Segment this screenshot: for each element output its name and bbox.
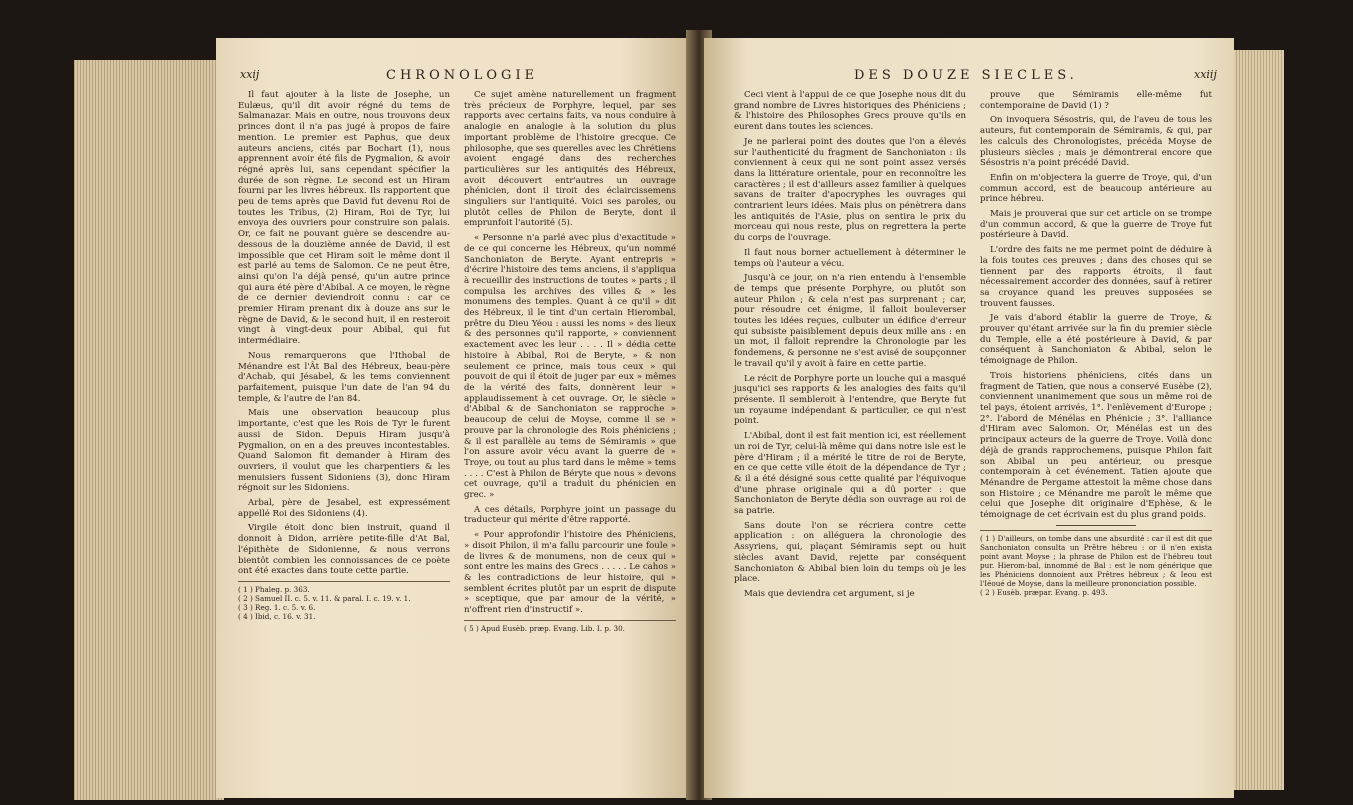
right-running-head: DES DOUZE SIECLES. [854, 68, 1078, 83]
paragraph: A ces détails, Porphyre joint un passage du traducteur qui mérite d'être rapporté. [464, 504, 676, 526]
paragraph: Je ne parlerai point des doutes que l'on a élevés sur l'authenticité du fragment de Sanchoniaton : ils conviennent à ceux qui ne sont point assez versés dans la littérature orientale, pour en reconnoître les caractères ; il est d'ailleurs assez familier à quelques savans de traiter d'apocryphes les ouvrages qui contrarient leurs idées. Mais plus on pénètrera dans les antiquités de l'Asie, plus on sentira le prix du morceau qui nous reste, plus on regrettera la perte du corps de l'ouvrage. [734, 136, 966, 244]
right-column-2 [980, 90, 1212, 597]
right-col2-footnotes [980, 530, 1212, 597]
paragraph: L'Abibal, dont il est fait mention ici, est réellement un roi de Tyr, celui-là même qui dans notre isle est le père d'Hiram ; il a mérité le titre de roi de Beryte, en ce que cette ville étoit de la dépendance de Tyr ; & il a été désigné sous cette qualité par l'équivoque d'une phrase originale qui a dû porter : que Sanchoniaton de Beryte dédia son ouvrage au roi de sa patrie. [734, 431, 966, 517]
paragraph: Arbal, père de Jesabel, est expressément appellé Roi des Sidoniens (4). [238, 498, 450, 519]
footnote: ( 3 ) Reg. 1. c. 5. v. 6. [238, 602, 316, 612]
left-page-stack [74, 60, 224, 800]
footnote: ( 2 ) Samuel II. c. 5. v. 11. & paral. I. c. 19. v. 1. [238, 593, 411, 603]
footnote: ( 1 ) D'ailleurs, on tombe dans une absurdité : car il est dit que Sanchoniaton consulta un Prêtre hébreu : or il n'en exista point avant Moyse ; la phrase de Philon est de l'hébreu tout pur. Hierom-bal, innommé de Bal : est le nom générique que les Phéniciens donnoient aux Prêtres hébreux ; & Ieou est l'Iéoué de Moyse, dans la meilleure prononciation possible. [980, 533, 1212, 588]
separator-rule [1056, 525, 1136, 526]
paragraph: On invoquera Sésostris, qui, de l'aveu de tous les auteurs, fut contemporain de Sémiramis, & qui, par les calculs des Chronologistes, précéda Moyse de plusieurs siècles ; mais je démontrerai encore que Sésostris n'a point précédé David. [980, 115, 1212, 169]
paragraph: Mais une observation beaucoup plus importante, c'est que les Rois de Tyr le furent aussi de Sidon. Depuis Hiram jusqu'à Pygmalion, on en a des preuves incontestables. Quand Salomon fit demander à Hiram des ouvriers, il voulut que les charpentiers & les menuisiers fussent Sidoniens (3), donc Hiram régnoit sur les Sidoniens. [238, 408, 450, 494]
left-page-number: xxij [240, 68, 260, 81]
left-running-head: CHRONOLOGIE [386, 68, 539, 83]
left-page [216, 38, 692, 798]
paragraph: Enfin on m'objectera la guerre de Troye, qui, d'un commun accord, est de beaucoup antérieure au prince hébreu. [980, 172, 1212, 205]
paragraph: Trois historiens phéniciens, cités dans un fragment de Tatien, que nous a conservé Eusèbe (2), conviennent unanimement que sous un même roi de tel pays, étoient arrivés, 1°. l'enlèvement d'Europe ; 2°. l'abord de Ménélas en Phénicie ; 3°. l'alliance d'Hiram avec Salomon. Or, Ménélas est un des principaux acteurs de la guerre de Troye. Voilà donc déjà de grands rapprochemens, puisque Philon fait son Abibal un peu antérieur, ou presque contemporain à cet événement. Tatien ajoute que Ménandre de Pergame attestoit la même chose dans son Histoire ; ce Ménandre me paroît le même que celui que Josephe dit originaire d'Ephèse, & le témoignage de cet écrivain est du plus grand poids. [980, 370, 1212, 521]
paragraph: Il faut ajouter à la liste de Josephe, un Eulæus, qu'il dit avoir régné du tems de Salmanazar. Mais en outre, nous trouvons deux princes dont il n'a pas jugé à propos de faire mention. Le premier est Paphus, que deux auteurs anciens, cités par Bochart (1), nous apprennent avoir été fils de Pygmalion, & avoir régné après lui, sans cependant spécifier la durée de son règne. Le second est un Hiram fourni par les livres hébreux. Ils rapportent que peu de tems après que David fut devenu Roi de toutes les Tribus, (2) Hiram, Roi de Tyr, lui envoya des ouvriers pour construire son palais. Or, ce fait ne pouvant guère se descendre au-dessous de la douzième année de David, il est impossible que cet Hiram soit le même dont il est parlé au tems de Salomon. Ce ne peut être, ainsi qu'on l'a déjà pensé, qu'un autre prince qui aura été père d'Abibal. A ce moyen, le règne de ce dernier deviendroit connu : car ce premier Hiram prenant dix à douze ans sur le règne de David, & le second huit, il en resteroit vingt à vingt-deux pour Abibal, qui fut intermédiaire. [238, 90, 450, 347]
right-column-1 [734, 90, 966, 604]
open-book [14, 20, 1344, 800]
right-page-number: xxiij [1194, 68, 1217, 81]
paragraph: Il faut nous borner actuellement à déterminer le temps où l'auteur a vécu. [734, 247, 966, 269]
footnote: ( 1 ) Phaleg. p. 363. [238, 584, 310, 594]
paragraph: Ce sujet amène naturellement un fragment très précieux de Porphyre, lequel, par ses rapports avec certains faits, va nous conduire à analogie en analogie à la solution du plus important problème de l'histoire grecque. Ce philosophe, que ses querelles avec les Chrétiens avoient engagé dans des recherches particulières sur les antiquités des Hébreux, avoit découvert entr'autres un ouvrage phénicien, dont il tiroit des éclaircissemens singuliers sur l'antiquité. Voici ses paroles, ou plutôt celles de Philon de Beryte, dont il emprunfoit l'autorité (5). [464, 90, 676, 229]
paragraph: Je vais d'abord établir la guerre de Troye, & prouver qu'étant arrivée sur la fin du premier siècle du Temple, elle a été postérieure à David, & par conséquent à Sanchoniaton & Abibal, selon le témoignage de Philon. [980, 313, 1212, 367]
paragraph: prouve que Sémiramis elle-même fut contemporaine de David (1) ? [980, 90, 1212, 111]
left-col1-footnotes [238, 581, 450, 621]
quote-paragraph: « Personne n'a parlé avec plus d'exactitude » de ce qui concerne les Hébreux, qu'un nommé Sanchoniaton de Beryte. Ayant entrepris » d'écrire l'histoire des tems anciens, il s'appliqua à recueillir des instructions de toutes » parts ; il compulsa les archives des villes & » les monumens des temples. Quant à ce qu'il » dit des Hébreux, il le tint d'un certain Hierombal, prêtre du Dieu Yéou : aussi les noms » des lieux & des personnes qu'il rapporte, » conviennent exactement avec les leur . . . . Il » dédia cette histoire à Abibal, Roi de Beryte, » & non seulement ce prince, mais tous ceux » qui pouvoit de qui il étoit de juger par eux » mêmes de la vérité des faits, donnèrent leur » applaudissement à cet ouvrage. Or, le siècle » d'Abibal & de Sanchoniaton se rapproche » beaucoup de celui de Moyse, comme il se » prouve par la chronologie des Rois phéniciens ; & il est parallèle au tems de Sémiramis » que l'on assure avoir vécu avant la guerre de » Troye, ou tout au plus tard dans le même » tems . . . . C'est à Philon de Béryte que nous » devons cet ouvrage, qu'il a traduit du phénicien en grec. » [464, 233, 676, 501]
paragraph: Ceci vient à l'appui de ce que Josephe nous dit du grand nombre de Livres historiques des Phéniciens ; & l'histoire des Philosophes Grecs prouve qu'ils en eurent dans toutes les sciences. [734, 90, 966, 133]
quote-paragraph: « Pour approfondir l'histoire des Phéniciens, » disoit Philon, il m'a fallu parcourir une foule » de livres & de monumens, non de ceux qui » sont entre les mains des Grecs . . . . . Le cahos » & les contradictions de leur histoire, qui » semblent écrites plutôt par un esprit de dispute » sceptique, que par amour de la vérité, » n'offrent rien d'instructif ». [464, 530, 676, 616]
paragraph: Mais que deviendra cet argument, si je [744, 588, 915, 599]
paragraph: Le récit de Porphyre porte un louche qui a masqué jusqu'ici ses rapports & les analogies des faits qu'il présente. Il sembleroit à l'entendre, que Beryte fut un royaume indépendant & particulier, ce qui n'est point. [734, 373, 966, 427]
footnote: ( 5 ) Apud Eusèb. præp. Evang. Lib. I. p. 30. [464, 623, 625, 633]
left-col2-footnote [464, 620, 676, 633]
paragraph: Nous remarquerons que l'Ithobal de Ménandre est l'Ât Bal des Hébreux, beau-père d'Achab, qui Jésabel, & les tems conviennent parfaitement, puisque l'un date de l'an 94 du temple, & l'autre de l'an 84. [238, 350, 450, 404]
paragraph: Virgile étoit donc bien instruit, quand il donnoit à Didon, arrière petite-fille d'At Bal, l'épithète de Sidonienne, & nous verrons bientôt combien les connoissances de ce poète ont été exactes dans toute cette partie. [238, 523, 450, 577]
paragraph: Mais je prouverai que sur cet article on se trompe d'un commun accord, & que la guerre de Troye fut postérieure à David. [980, 209, 1212, 241]
left-column-1 [238, 90, 450, 621]
left-column-2 [464, 90, 676, 633]
right-page [704, 38, 1234, 798]
paragraph: L'ordre des faits ne me permet point de déduire à la fois toutes ces preuves ; dans des choses qui se tiennent par des rapports étroits, il faut nécessairement accorder des données, sauf à retirer sa croyance quand les preuves supposées se trouvent fausses. [980, 245, 1212, 309]
footnote: ( 2 ) Eusèb. præpar. Evang. p. 493. [980, 587, 1108, 597]
paragraph: Sans doute l'on se récriera contre cette application : on alléguera la chronologie des Assyriens, qui, plaçant Sémiramis sept ou huit siècles avant David, rejette par conséquent Sanchoniaton & Abibal bien loin du temps où je les place. [734, 520, 966, 585]
footnote: ( 4 ) Ibid, c. 16. v. 31. [238, 611, 316, 621]
paragraph: Jusqu'à ce jour, on n'a rien entendu à l'ensemble de temps que présente Porphyre, ou plutôt son auteur Philon ; & cela n'est pas surprenant ; car, pour résoudre cet énigme, il falloit bouleverser toutes les idées reçues, culbuter un édifice d'erreur qui subsiste paisiblement depuis deux mille ans : en un mot, il falloit reprendre la Chronologie par les fondemens, & personne ne s'est avisé de soupçonner le travail qu'il y avoit à faire en cette partie. [734, 273, 966, 369]
